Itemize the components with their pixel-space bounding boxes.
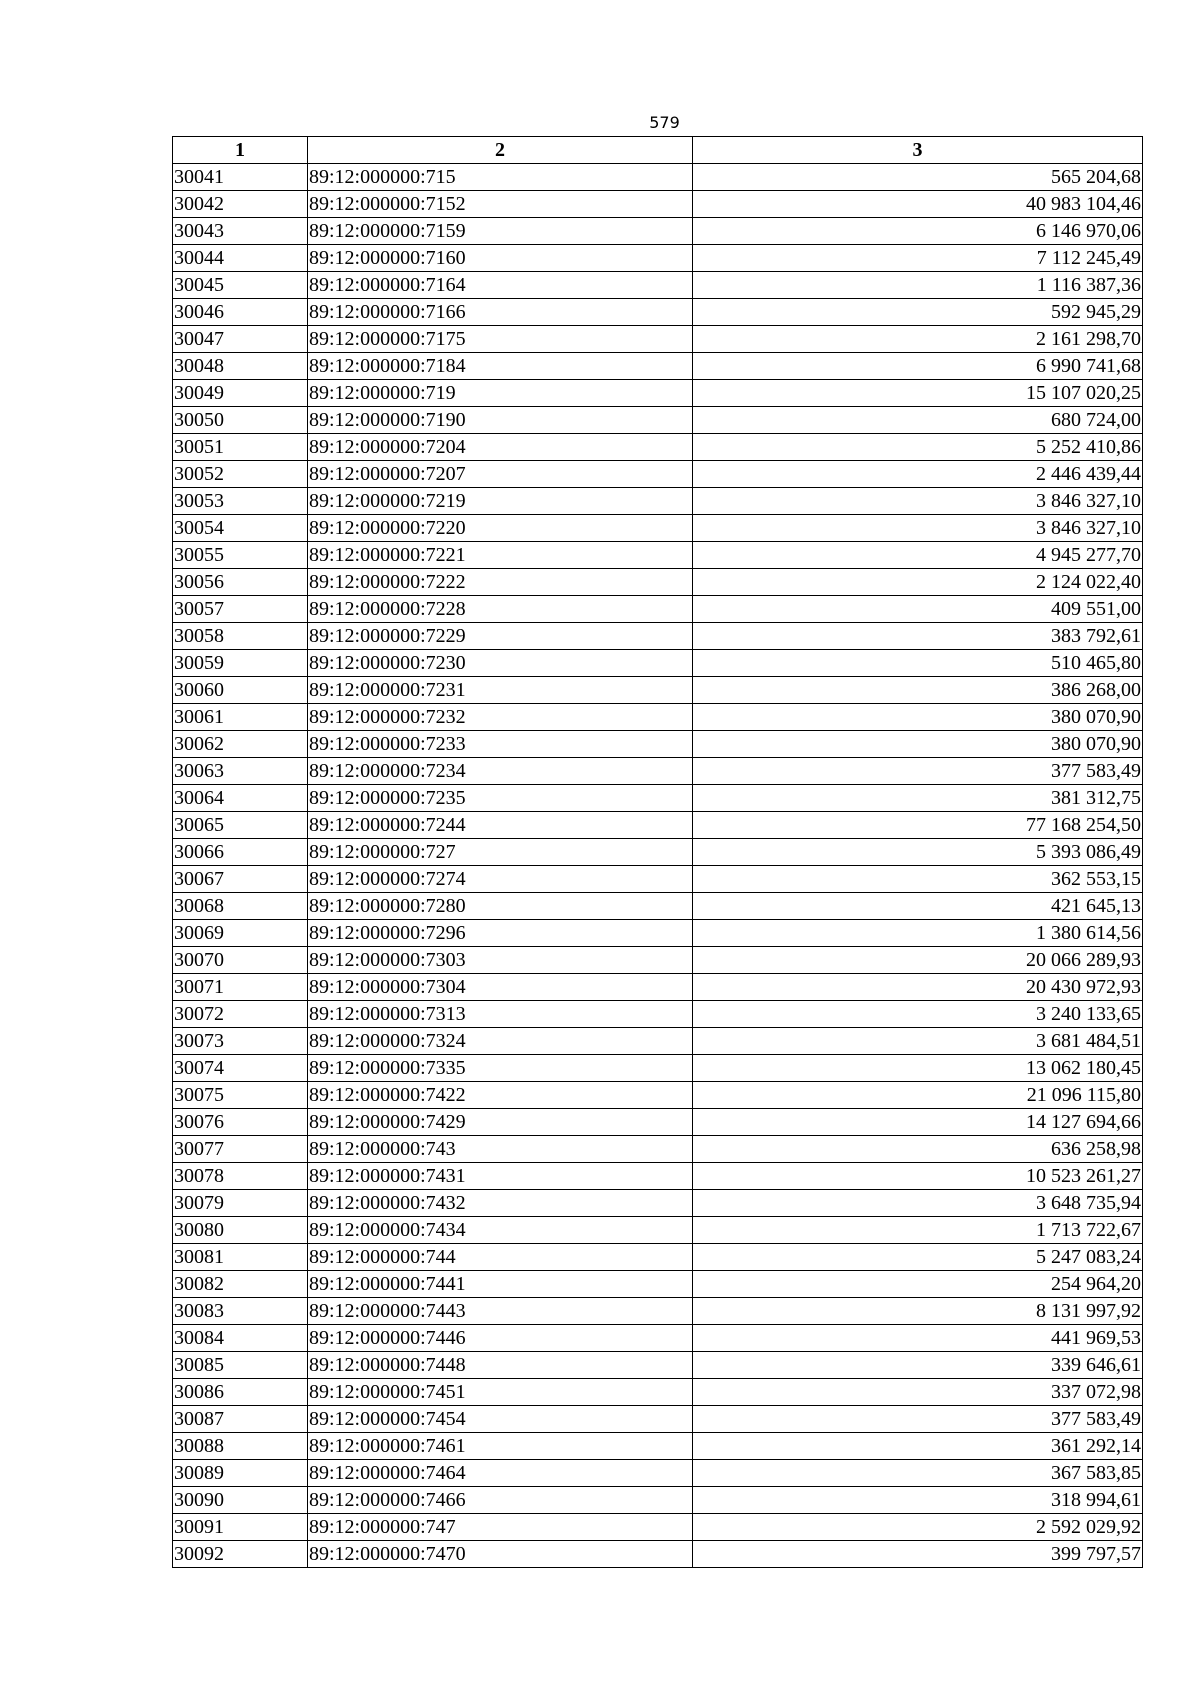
- cadastral-number-cell: 89:12:000000:7451: [308, 1379, 693, 1406]
- cadastral-number-cell: 89:12:000000:7230: [308, 650, 693, 677]
- value-cell: 4 945 277,70: [693, 542, 1143, 569]
- value-cell: 15 107 020,25: [693, 380, 1143, 407]
- table-row: [173, 1460, 1143, 1487]
- table-row: [173, 1001, 1143, 1028]
- row-number-cell: 30087: [173, 1406, 308, 1433]
- row-number-cell: 30092: [173, 1541, 308, 1568]
- cadastral-number-cell: 89:12:000000:743: [308, 1136, 693, 1163]
- table-row: [173, 542, 1143, 569]
- cadastral-number-cell: 89:12:000000:7422: [308, 1082, 693, 1109]
- row-number-cell: 30050: [173, 407, 308, 434]
- cadastral-number-cell: 89:12:000000:7219: [308, 488, 693, 515]
- row-number-cell: 30090: [173, 1487, 308, 1514]
- row-number-cell: 30079: [173, 1190, 308, 1217]
- cadastral-number-cell: 89:12:000000:7231: [308, 677, 693, 704]
- row-number-cell: 30053: [173, 488, 308, 515]
- row-number-cell: 30060: [173, 677, 308, 704]
- value-cell: 377 583,49: [693, 1406, 1143, 1433]
- value-cell: 7 112 245,49: [693, 245, 1143, 272]
- table-row: [173, 1271, 1143, 1298]
- row-number-cell: 30045: [173, 272, 308, 299]
- row-number-cell: 30058: [173, 623, 308, 650]
- value-cell: 377 583,49: [693, 758, 1143, 785]
- table-row: [173, 1433, 1143, 1460]
- row-number-cell: 30086: [173, 1379, 308, 1406]
- value-cell: 1 116 387,36: [693, 272, 1143, 299]
- cadastral-number-cell: 89:12:000000:7235: [308, 785, 693, 812]
- table-row: [173, 1325, 1143, 1352]
- value-cell: 2 592 029,92: [693, 1514, 1143, 1541]
- cadastral-number-cell: 89:12:000000:7234: [308, 758, 693, 785]
- row-number-cell: 30075: [173, 1082, 308, 1109]
- cadastral-number-cell: 89:12:000000:727: [308, 839, 693, 866]
- row-number-cell: 30044: [173, 245, 308, 272]
- row-number-cell: 30089: [173, 1460, 308, 1487]
- table-row: [173, 839, 1143, 866]
- row-number-cell: 30072: [173, 1001, 308, 1028]
- table-row: [173, 1136, 1143, 1163]
- value-cell: 383 792,61: [693, 623, 1143, 650]
- row-number-cell: 30081: [173, 1244, 308, 1271]
- table-row: [173, 1352, 1143, 1379]
- value-cell: 380 070,90: [693, 704, 1143, 731]
- row-number-cell: 30057: [173, 596, 308, 623]
- value-cell: 318 994,61: [693, 1487, 1143, 1514]
- value-cell: 6 990 741,68: [693, 353, 1143, 380]
- value-cell: 13 062 180,45: [693, 1055, 1143, 1082]
- table-row: [173, 218, 1143, 245]
- value-cell: 2 446 439,44: [693, 461, 1143, 488]
- row-number-cell: 30042: [173, 191, 308, 218]
- table-row: [173, 1514, 1143, 1541]
- header-row: [173, 137, 1143, 164]
- table-row: [173, 920, 1143, 947]
- table-row: [173, 731, 1143, 758]
- row-number-cell: 30091: [173, 1514, 308, 1541]
- cadastral-number-cell: 89:12:000000:7228: [308, 596, 693, 623]
- value-cell: 441 969,53: [693, 1325, 1143, 1352]
- table-row: [173, 785, 1143, 812]
- cadastral-number-cell: 89:12:000000:7221: [308, 542, 693, 569]
- cadastral-number-cell: 89:12:000000:7324: [308, 1028, 693, 1055]
- row-number-cell: 30065: [173, 812, 308, 839]
- table-row: [173, 974, 1143, 1001]
- cadastral-number-cell: 89:12:000000:7244: [308, 812, 693, 839]
- row-number-cell: 30085: [173, 1352, 308, 1379]
- value-cell: 337 072,98: [693, 1379, 1143, 1406]
- table-row: [173, 353, 1143, 380]
- table-row: [173, 191, 1143, 218]
- table-row: [173, 1217, 1143, 1244]
- cadastral-number-cell: 89:12:000000:7470: [308, 1541, 693, 1568]
- row-number-cell: 30043: [173, 218, 308, 245]
- cadastral-number-cell: 89:12:000000:7220: [308, 515, 693, 542]
- table-header: [173, 137, 1143, 164]
- value-cell: 14 127 694,66: [693, 1109, 1143, 1136]
- row-number-cell: 30048: [173, 353, 308, 380]
- table-row: [173, 407, 1143, 434]
- cadastral-number-cell: 89:12:000000:7190: [308, 407, 693, 434]
- table-row: [173, 299, 1143, 326]
- table-row: [173, 1082, 1143, 1109]
- value-cell: 3 846 327,10: [693, 488, 1143, 515]
- data-table: [172, 136, 1143, 1568]
- cadastral-number-cell: 89:12:000000:7274: [308, 866, 693, 893]
- table-row: [173, 272, 1143, 299]
- row-number-cell: 30080: [173, 1217, 308, 1244]
- value-cell: 3 846 327,10: [693, 515, 1143, 542]
- table-row: [173, 1379, 1143, 1406]
- row-number-cell: 30063: [173, 758, 308, 785]
- table-row: [173, 1487, 1143, 1514]
- value-cell: 77 168 254,50: [693, 812, 1143, 839]
- row-number-cell: 30082: [173, 1271, 308, 1298]
- value-cell: 20 430 972,93: [693, 974, 1143, 1001]
- value-cell: 5 247 083,24: [693, 1244, 1143, 1271]
- row-number-cell: 30088: [173, 1433, 308, 1460]
- row-number-cell: 30077: [173, 1136, 308, 1163]
- row-number-cell: 30071: [173, 974, 308, 1001]
- cadastral-number-cell: 89:12:000000:7432: [308, 1190, 693, 1217]
- table-row: [173, 164, 1143, 191]
- cadastral-number-cell: 89:12:000000:7448: [308, 1352, 693, 1379]
- value-cell: 5 393 086,49: [693, 839, 1143, 866]
- cadastral-number-cell: 89:12:000000:7466: [308, 1487, 693, 1514]
- table-row: [173, 1298, 1143, 1325]
- table-row: [173, 596, 1143, 623]
- value-cell: 40 983 104,46: [693, 191, 1143, 218]
- value-cell: 1 713 722,67: [693, 1217, 1143, 1244]
- value-cell: 361 292,14: [693, 1433, 1143, 1460]
- row-number-cell: 30061: [173, 704, 308, 731]
- row-number-cell: 30049: [173, 380, 308, 407]
- cadastral-number-cell: 89:12:000000:744: [308, 1244, 693, 1271]
- value-cell: 5 252 410,86: [693, 434, 1143, 461]
- value-cell: 565 204,68: [693, 164, 1143, 191]
- table-row: [173, 947, 1143, 974]
- row-number-cell: 30076: [173, 1109, 308, 1136]
- cadastral-number-cell: 89:12:000000:7152: [308, 191, 693, 218]
- value-cell: 381 312,75: [693, 785, 1143, 812]
- row-number-cell: 30047: [173, 326, 308, 353]
- cadastral-number-cell: 89:12:000000:7304: [308, 974, 693, 1001]
- row-number-cell: 30073: [173, 1028, 308, 1055]
- table-row: [173, 434, 1143, 461]
- row-number-cell: 30055: [173, 542, 308, 569]
- table-row: [173, 650, 1143, 677]
- cadastral-number-cell: 89:12:000000:7280: [308, 893, 693, 920]
- row-number-cell: 30078: [173, 1163, 308, 1190]
- table-row: [173, 893, 1143, 920]
- table-row: [173, 515, 1143, 542]
- row-number-cell: 30062: [173, 731, 308, 758]
- row-number-cell: 30054: [173, 515, 308, 542]
- row-number-cell: 30046: [173, 299, 308, 326]
- value-cell: 362 553,15: [693, 866, 1143, 893]
- table-row: [173, 1406, 1143, 1433]
- value-cell: 680 724,00: [693, 407, 1143, 434]
- cadastral-number-cell: 89:12:000000:7313: [308, 1001, 693, 1028]
- cadastral-number-cell: 89:12:000000:7454: [308, 1406, 693, 1433]
- table-row: [173, 488, 1143, 515]
- cadastral-number-cell: 89:12:000000:7446: [308, 1325, 693, 1352]
- value-cell: 409 551,00: [693, 596, 1143, 623]
- cadastral-number-cell: 89:12:000000:719: [308, 380, 693, 407]
- value-cell: 20 066 289,93: [693, 947, 1143, 974]
- cadastral-number-cell: 89:12:000000:7443: [308, 1298, 693, 1325]
- table-row: [173, 326, 1143, 353]
- value-cell: 510 465,80: [693, 650, 1143, 677]
- cadastral-number-cell: 89:12:000000:7159: [308, 218, 693, 245]
- row-number-cell: 30083: [173, 1298, 308, 1325]
- value-cell: 2 161 298,70: [693, 326, 1143, 353]
- cadastral-number-cell: 89:12:000000:7441: [308, 1271, 693, 1298]
- value-cell: 367 583,85: [693, 1460, 1143, 1487]
- table-row: [173, 1163, 1143, 1190]
- row-number-cell: 30068: [173, 893, 308, 920]
- cadastral-number-cell: 89:12:000000:7184: [308, 353, 693, 380]
- value-cell: 3 240 133,65: [693, 1001, 1143, 1028]
- row-number-cell: 30059: [173, 650, 308, 677]
- value-cell: 10 523 261,27: [693, 1163, 1143, 1190]
- table-row: [173, 1541, 1143, 1568]
- table-row: [173, 1190, 1143, 1217]
- value-cell: 399 797,57: [693, 1541, 1143, 1568]
- table-row: [173, 1109, 1143, 1136]
- row-number-cell: 30041: [173, 164, 308, 191]
- table-row: [173, 245, 1143, 272]
- row-number-cell: 30074: [173, 1055, 308, 1082]
- table-row: [173, 677, 1143, 704]
- table-row: [173, 758, 1143, 785]
- cadastral-number-cell: 89:12:000000:7204: [308, 434, 693, 461]
- value-cell: 3 681 484,51: [693, 1028, 1143, 1055]
- table-row: [173, 866, 1143, 893]
- value-cell: 339 646,61: [693, 1352, 1143, 1379]
- value-cell: 421 645,13: [693, 893, 1143, 920]
- table-row: [173, 1055, 1143, 1082]
- row-number-cell: 30066: [173, 839, 308, 866]
- row-number-cell: 30052: [173, 461, 308, 488]
- cadastral-number-cell: 89:12:000000:7429: [308, 1109, 693, 1136]
- value-cell: 21 096 115,80: [693, 1082, 1143, 1109]
- value-cell: 254 964,20: [693, 1271, 1143, 1298]
- row-number-cell: 30051: [173, 434, 308, 461]
- table-row: [173, 1244, 1143, 1271]
- cadastral-number-cell: 89:12:000000:7166: [308, 299, 693, 326]
- value-cell: 636 258,98: [693, 1136, 1143, 1163]
- cadastral-number-cell: 89:12:000000:7335: [308, 1055, 693, 1082]
- cadastral-number-cell: 89:12:000000:7175: [308, 326, 693, 353]
- cadastral-number-cell: 89:12:000000:7164: [308, 272, 693, 299]
- cadastral-number-cell: 89:12:000000:715: [308, 164, 693, 191]
- row-number-cell: 30064: [173, 785, 308, 812]
- table-row: [173, 1028, 1143, 1055]
- cadastral-number-cell: 89:12:000000:747: [308, 1514, 693, 1541]
- cadastral-number-cell: 89:12:000000:7296: [308, 920, 693, 947]
- value-cell: 380 070,90: [693, 731, 1143, 758]
- cadastral-number-cell: 89:12:000000:7222: [308, 569, 693, 596]
- row-number-cell: 30084: [173, 1325, 308, 1352]
- table-row: [173, 623, 1143, 650]
- value-cell: 2 124 022,40: [693, 569, 1143, 596]
- value-cell: 8 131 997,92: [693, 1298, 1143, 1325]
- cadastral-number-cell: 89:12:000000:7303: [308, 947, 693, 974]
- cadastral-number-cell: 89:12:000000:7461: [308, 1433, 693, 1460]
- table-row: [173, 812, 1143, 839]
- value-cell: 386 268,00: [693, 677, 1143, 704]
- cadastral-number-cell: 89:12:000000:7229: [308, 623, 693, 650]
- table-row: [173, 461, 1143, 488]
- page-number: 579: [649, 113, 680, 132]
- value-cell: 6 146 970,06: [693, 218, 1143, 245]
- column-header-1: 1: [173, 137, 308, 164]
- cadastral-number-cell: 89:12:000000:7464: [308, 1460, 693, 1487]
- table-row: [173, 380, 1143, 407]
- row-number-cell: 30067: [173, 866, 308, 893]
- cadastral-number-cell: 89:12:000000:7160: [308, 245, 693, 272]
- table-row: [173, 569, 1143, 596]
- row-number-cell: 30070: [173, 947, 308, 974]
- table-row: [173, 704, 1143, 731]
- cadastral-number-cell: 89:12:000000:7233: [308, 731, 693, 758]
- row-number-cell: 30056: [173, 569, 308, 596]
- cadastral-number-cell: 89:12:000000:7232: [308, 704, 693, 731]
- column-header-3: 3: [693, 137, 1143, 164]
- value-cell: 592 945,29: [693, 299, 1143, 326]
- row-number-cell: 30069: [173, 920, 308, 947]
- cadastral-number-cell: 89:12:000000:7434: [308, 1217, 693, 1244]
- table-body: [173, 164, 1143, 1568]
- value-cell: 1 380 614,56: [693, 920, 1143, 947]
- column-header-2: 2: [308, 137, 693, 164]
- cadastral-number-cell: 89:12:000000:7431: [308, 1163, 693, 1190]
- value-cell: 3 648 735,94: [693, 1190, 1143, 1217]
- cadastral-number-cell: 89:12:000000:7207: [308, 461, 693, 488]
